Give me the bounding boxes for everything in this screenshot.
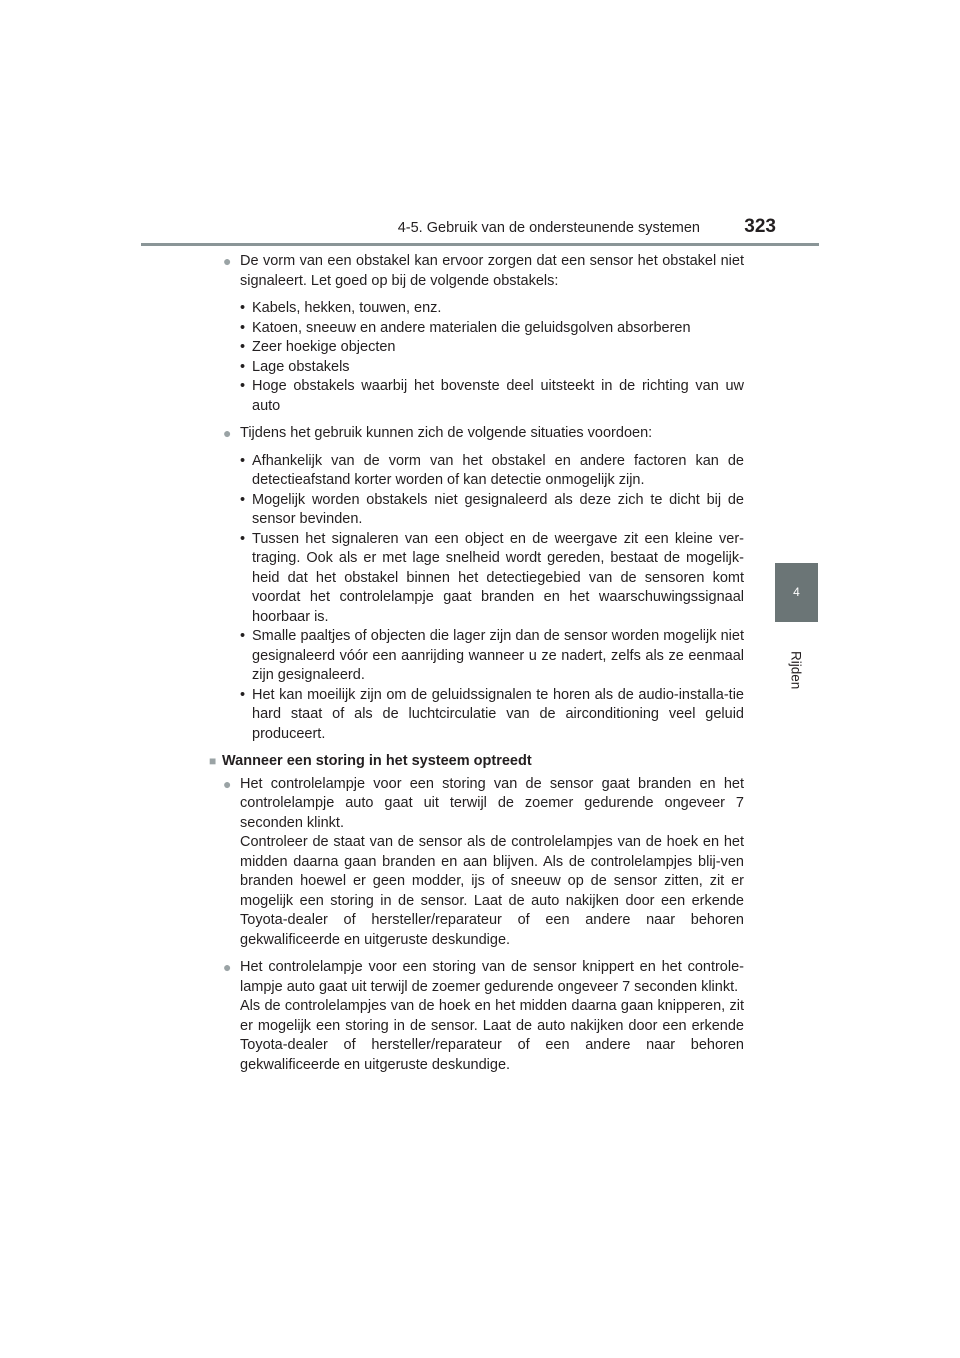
page-content <box>0 252 960 1083</box>
bullet-malfunction-flashing <box>223 958 744 1075</box>
bullet-text-continued: Als de controlelampjes van de hoek en het midden daarna gaan knipperen, zit er mogelijk een storing in de sensor. Laat de auto nakijken door een erkende Toyota-dealer of hersteller/reparateur of een andere naar behoren gekwalificeerde en uitgeruste deskundige. <box>240 998 744 1073</box>
bullet-malfunction-lit <box>223 775 744 951</box>
list-item: • Zeer hoekige objecten <box>252 338 744 358</box>
page-number: 323 <box>744 216 776 237</box>
bullet-text: Het controlelampje voor een storing van de sensor knippert en het controle-lampje auto gaat uit terwijl de zoemer gedurende ongeveer 7 seconden klinkt. <box>240 959 744 995</box>
bullet-text-continued: Controleer de staat van de sensor als de controlelampjes van de hoek en het midden daarna gaan branden en aan blijven. Als de controlelampjes blij-ven branden hoewel er geen modder, ijs of sneeuw op de sensor zitten, zit er mogelijk een storing in de sensor. Laat de auto nakijken door een erkende Toyota-dealer of hersteller/reparateur of een andere naar behoren gekwalificeerde en uitgeruste deskundige. <box>240 834 744 948</box>
bullet-usage-situations <box>223 424 744 444</box>
sub-bullet-icon: • <box>240 339 246 355</box>
sub-bullet-icon: • <box>240 491 246 508</box>
sub-bullet-icon: • <box>240 319 246 336</box>
list-item: • Mogelijk worden obstakels niet gesignaleerd als deze zich te dicht bij de sensor bevinden. <box>240 491 744 527</box>
sub-bullet-icon: • <box>240 378 246 394</box>
bullet-text: De vorm van een obstakel kan ervoor zorgen dat een sensor het obstakel niet signaleert. Let goed op bij de volgende obstakels: <box>240 253 744 289</box>
bullet-shape-obstacles <box>223 252 744 291</box>
list-item: • Smalle paaltjes of objecten die lager zijn dan de sensor worden mogelijk niet gesignaleerd vóór een aanrijding wanneer u ze nadert, zelfs als ze eenmaal zijn gesignaleerd. <box>240 628 744 683</box>
chapter-header-title: 4-5. Gebruik van de ondersteunende systemen <box>397 220 700 236</box>
sub-bullet-icon: • <box>240 628 246 644</box>
bullet-dot-icon: ● <box>223 959 232 975</box>
section-heading <box>209 752 960 772</box>
situation-list <box>0 452 960 745</box>
sub-bullet-icon: • <box>240 452 246 469</box>
bullet-text: Tijdens het gebruik kunnen zich de volgende situaties voordoen: <box>240 425 653 441</box>
bullet-dot-icon: ● <box>223 253 232 269</box>
header-divider <box>141 243 819 246</box>
bullet-text: Het controlelampje voor een storing van de sensor gaat branden en het controlelampje auto gaat uit terwijl de zoemer gedurende ongeveer 7 seconden klinkt. <box>240 775 744 831</box>
sub-bullet-icon: • <box>240 530 246 547</box>
obstacle-list <box>0 299 960 416</box>
list-item: • Het kan moeilijk zijn om de geluidssignalen te horen als de audio-installa-tie hard staat of als de luchtcirculatie van de airconditioning veel geluid produceert. <box>240 686 744 742</box>
list-item: • Lage obstakels <box>252 358 744 378</box>
section-square-icon: ■ <box>209 754 217 768</box>
section-heading-text: Wanneer een storing in het systeem optreedt <box>222 753 532 769</box>
bullet-dot-icon: ● <box>223 425 232 441</box>
sub-bullet-icon: • <box>240 358 246 375</box>
sub-bullet-icon: • <box>240 300 246 316</box>
chapter-tab: 4 <box>775 563 818 622</box>
list-item: • Tussen het signaleren van een object en de weergave zit een kleine ver-traging. Ook als er met lage snelheid wordt gereden, bestaat de mogelijk-heid dat het obstakel binnen het detectiegebied van de sensoren komt voordat het controlelampje gaat branden en het waarschuwingssignaal hoorbaar is. <box>240 530 744 625</box>
list-item: • Afhankelijk van de vorm van het obstakel en andere factoren kan de detectieafstand korter worden of kan detectie onmogelijk zijn. <box>240 452 744 488</box>
sub-bullet-icon: • <box>240 686 246 703</box>
chapter-tab-label: Rijden <box>788 651 804 690</box>
list-item: • Kabels, hekken, touwen, enz. <box>252 299 744 319</box>
bullet-dot-icon: ● <box>223 775 232 792</box>
list-item: • Hoge obstakels waarbij het bovenste deel uitsteekt in de richting van uw auto <box>240 378 744 414</box>
list-item: • Katoen, sneeuw en andere materialen die geluidsgolven absorberen <box>252 319 744 339</box>
